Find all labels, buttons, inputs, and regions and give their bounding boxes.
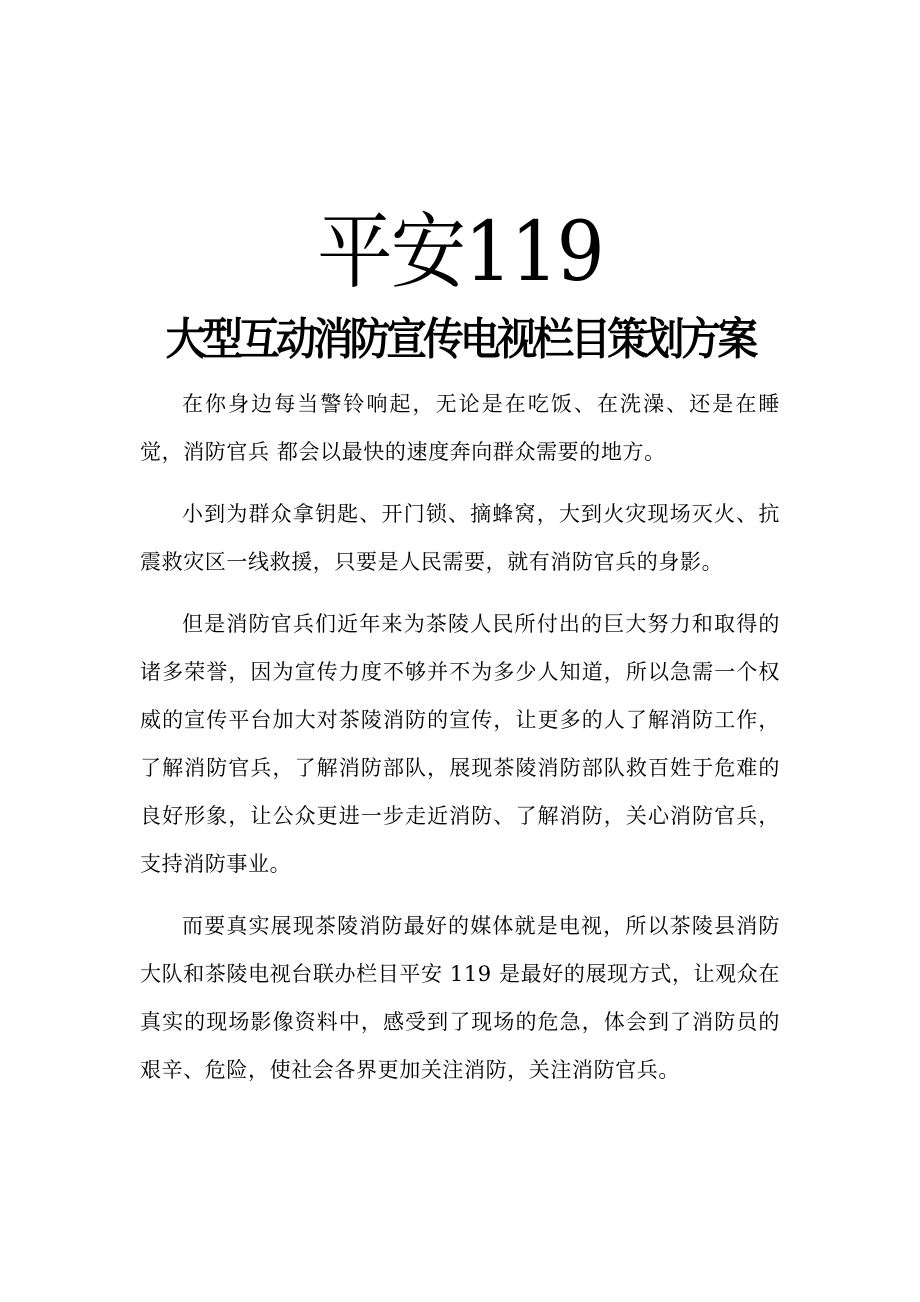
body-paragraph-3: 但是消防官兵们近年来为茶陵人民所付出的巨大努力和取得的诸多荣誉，因为宣传力度不够并不为多少人知道，所以急需一个权威的宣传平台加大对茶陵消防的宣传，让更多的人了解消防工作，了解消防官兵，了解消防部队，展现茶陵消防部队救百姓于危难的良好形象，让公众更进一步走近消防、了解消防，关心消防官兵，支持消防事业。 <box>140 612 780 876</box>
body-paragraph-4: 而要真实展现茶陵消防最好的媒体就是电视，所以茶陵县消防大队和茶陵电视台联办栏目平安 119 是最好的展现方式，让观众在真实的现场影像资料中，感受到了现场的危急，体会到了消防员的艰辛、危险，使社会各界更加关注消防，关注消防官兵。 <box>140 914 780 1082</box>
body-paragraph-1: 在你身边每当警铃响起，无论是在吃饭、在洗澡、还是在睡觉，消防官兵 都会以最快的速度奔向群众需要的地方。 <box>140 392 780 464</box>
body-paragraph-2: 小到为群众拿钥匙、开门锁、摘蜂窝，大到火灾现场灭火、抗震救灾区一线救援，只要是人民需要，就有消防官兵的身影。 <box>140 502 780 574</box>
document-title: 平安119 <box>317 205 603 300</box>
document-subtitle: 大型互动消防宣传电视栏目策划方案 <box>165 314 755 365</box>
document-body <box>140 380 780 1108</box>
